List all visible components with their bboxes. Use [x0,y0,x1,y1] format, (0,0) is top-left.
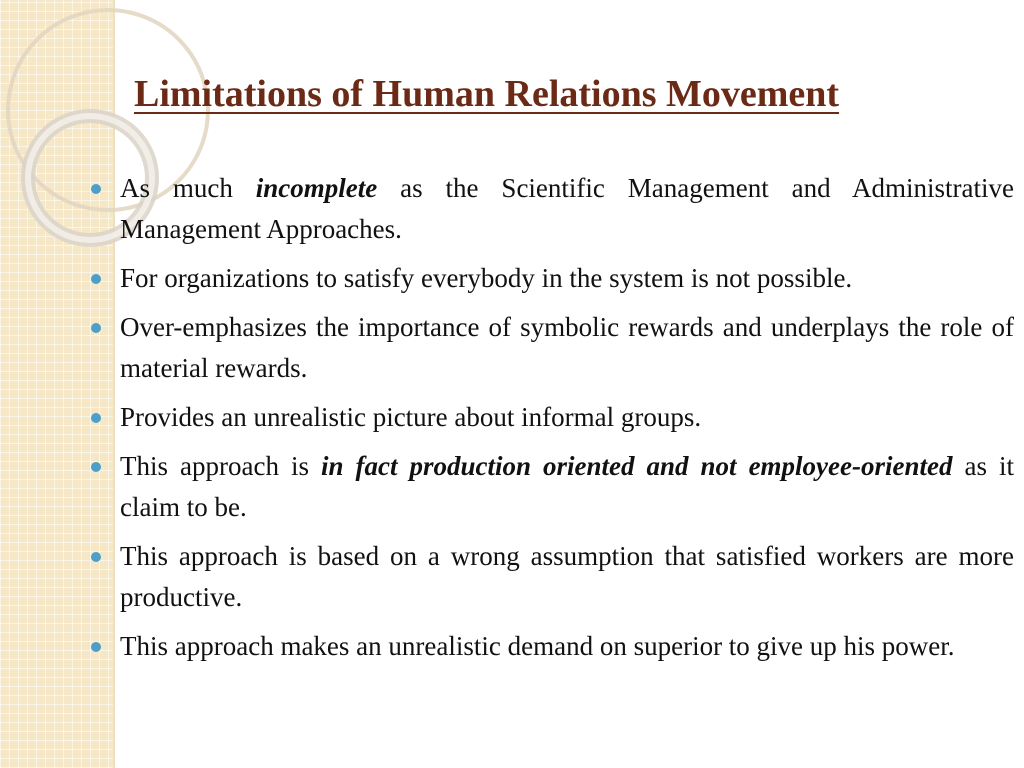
bullet-point-icon [91,323,101,333]
bullet-point-icon [91,642,101,652]
slide-title: Limitations of Human Relations Movement [134,73,840,115]
bullet-text: This approach is [120,451,321,481]
bullet-text: as it claim to be. [120,451,1015,522]
bullet-emphasis: in fact production oriented and not employee-oriented [320,451,953,481]
bullet-point-icon [91,413,101,423]
bullet-text: as the Scientific Management and Administrative Management Approaches. [120,173,1014,244]
bullet-item [88,446,1014,528]
bullet-point-icon [91,184,101,194]
bullet-point-icon [91,462,101,472]
bullet-point-icon [91,274,101,284]
bullet-text: Provides an unrealistic picture about informal groups. [120,402,702,432]
bullet-text: Over-emphasizes the importance of symbolic rewards and underplays the role of material rewards. [120,312,1014,383]
bullet-text: This approach makes an unrealistic demand on superior to give up his power. [120,631,955,661]
bullet-point-icon [91,552,101,562]
bullet-item [88,168,1014,250]
bullet-text: This approach is based on a wrong assumption that satisfied workers are more productive. [120,541,1014,612]
bullet-item [88,536,1014,618]
bullet-emphasis: incomplete [255,173,378,203]
bullet-item [88,397,1014,438]
bullet-item [88,258,1014,299]
bullet-text: For organizations to satisfy everybody in the system is not possible. [120,263,853,293]
bullet-item [88,307,1014,389]
bullet-list [88,168,1014,675]
bullet-item [88,626,1014,667]
bullet-text: As much [120,173,256,203]
